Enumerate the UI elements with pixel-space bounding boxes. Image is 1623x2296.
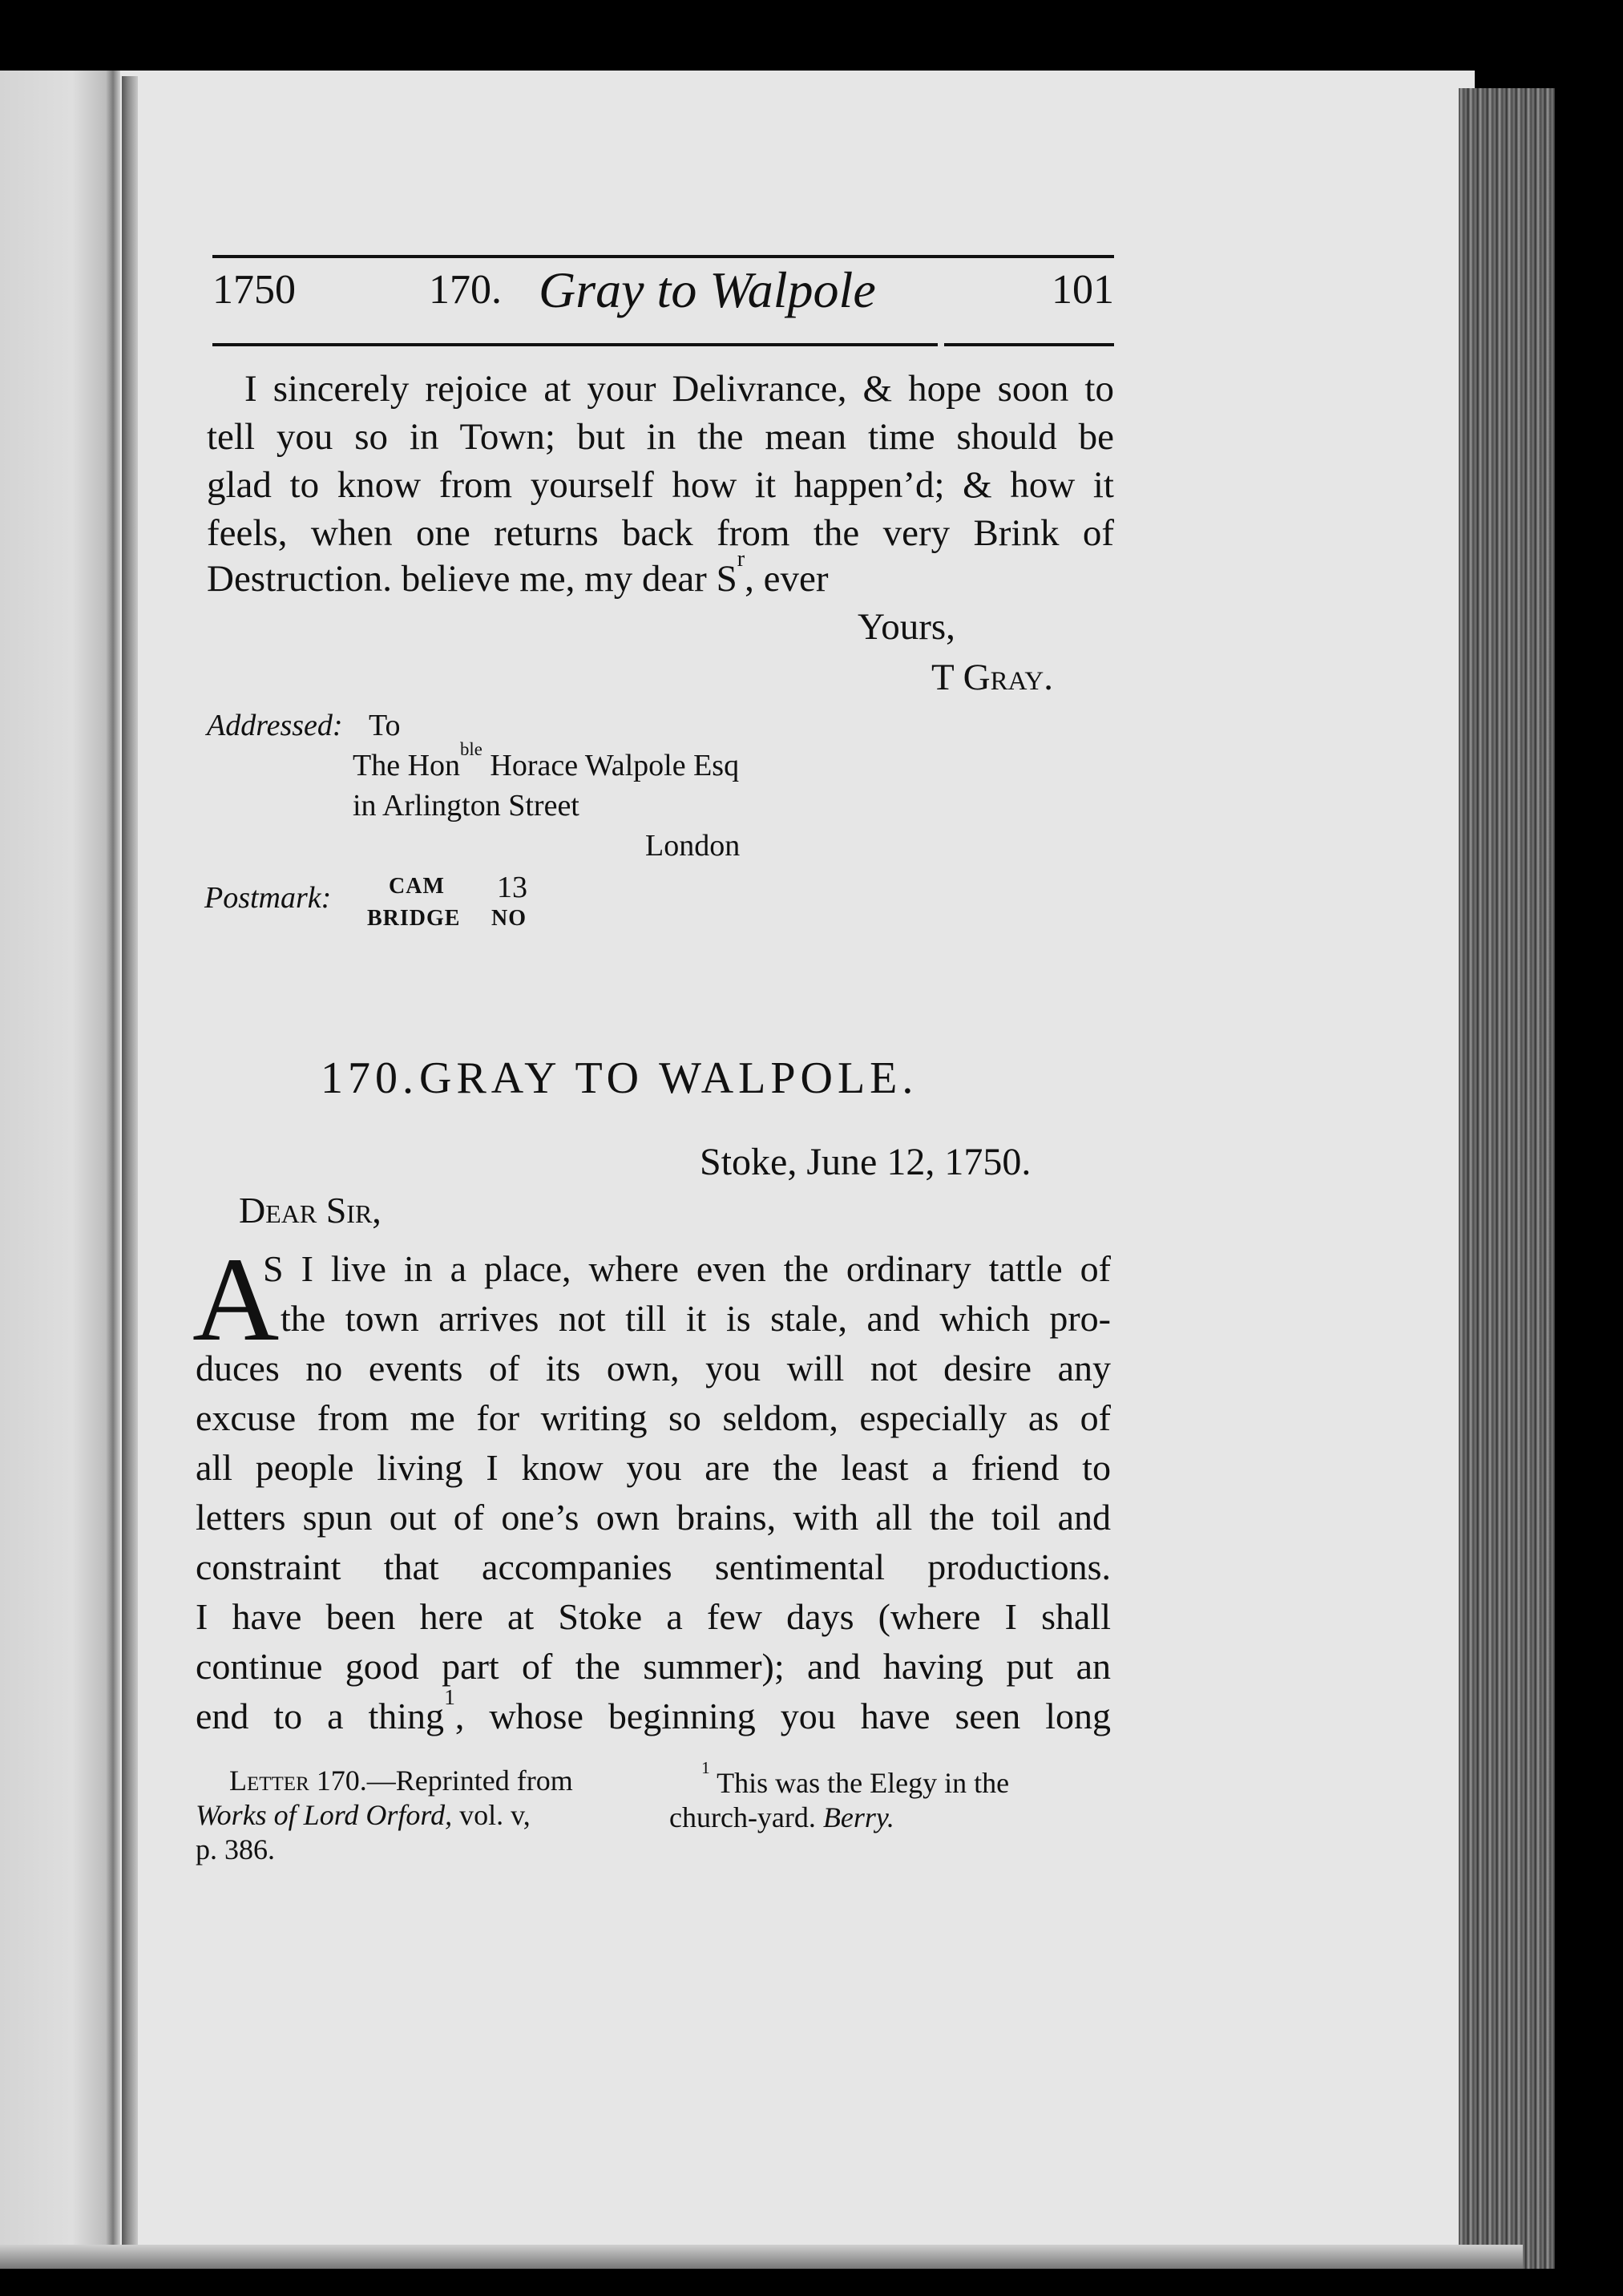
address-line: in Arlington Street (353, 789, 579, 823)
text-line: continue good part of the summer); and having put an (196, 1646, 1111, 1687)
address-to: To (369, 709, 401, 742)
drop-cap: A (192, 1233, 280, 1366)
dateline: Stoke, June 12, 1750. (700, 1141, 1032, 1183)
salutation: Dear Sir, (239, 1190, 382, 1231)
footnote-right: $^1$ This was the Elegy in the (701, 1758, 1010, 1799)
header-top-rule (212, 255, 1114, 258)
text-line: S I live in a place, where even the ordinary tattle of (263, 1248, 1111, 1289)
footnote-ref: 1 (444, 1684, 455, 1709)
text-line: I sincerely rejoice at your Delivrance, & hope soon to (244, 368, 1114, 410)
signature: T Gray. (931, 657, 1053, 698)
postmark-text: NO (491, 906, 527, 931)
text-line: Destruction. believe me, my dear $S^r$, ever (207, 547, 829, 600)
footnote-left: Works of Lord Orford, vol. v, (196, 1799, 531, 1831)
text-line: feels, when one returns back from the very Brink of (207, 512, 1114, 554)
address-label: Addressed: (207, 709, 343, 742)
text-line: tell you so in Town; but in the mean time should be (207, 416, 1114, 458)
footnote-left: Letter 170.—Reprinted from (229, 1764, 573, 1797)
postmark-label: Postmark: (204, 881, 332, 915)
address-line: London (645, 829, 741, 863)
header-bottom-rule-right (944, 343, 1114, 346)
text-line: letters spun out of one’s own brains, with all the toil and (196, 1497, 1111, 1538)
text-line: duces no events of its own, you will not desire any (196, 1348, 1111, 1389)
header-number: 170. (429, 267, 502, 313)
text-line: end to a thing$^1$, whose beginning you have seen long (196, 1684, 1111, 1736)
text-line: I have been here at Stoke a few days (where I shall (196, 1596, 1111, 1637)
letter-number: 170. (321, 1053, 418, 1103)
footnote-right: church-yard. Berry. (669, 1801, 894, 1833)
header-title: Gray to Walpole (539, 261, 876, 318)
closing: Yours, (858, 606, 955, 648)
letter-heading: GRAY TO WALPOLE. (419, 1053, 918, 1103)
header-year: 1750 (212, 267, 296, 313)
text-line: constraint that accompanies sentimental productions. (196, 1546, 1111, 1587)
footnote-left: p. 386. (196, 1833, 275, 1866)
text-line: all people living I know you are the least a friend to (196, 1447, 1111, 1488)
page-number: 101 (1052, 267, 1114, 313)
postmark-text: 13 (497, 871, 527, 904)
postmark-text: CAM (389, 874, 445, 899)
text-line: excuse from me for writing so seldom, especially as of (196, 1397, 1111, 1438)
text-line: the town arrives not till it is stale, and which pro- (281, 1298, 1111, 1339)
postmark-text: BRIDGE (367, 906, 461, 931)
header-bottom-rule-left (212, 343, 938, 346)
address-line: The Hon$^{ble}$ Horace Walpole Esq (353, 738, 740, 782)
text-line: glad to know from yourself how it happen’d; & how it (207, 464, 1114, 506)
